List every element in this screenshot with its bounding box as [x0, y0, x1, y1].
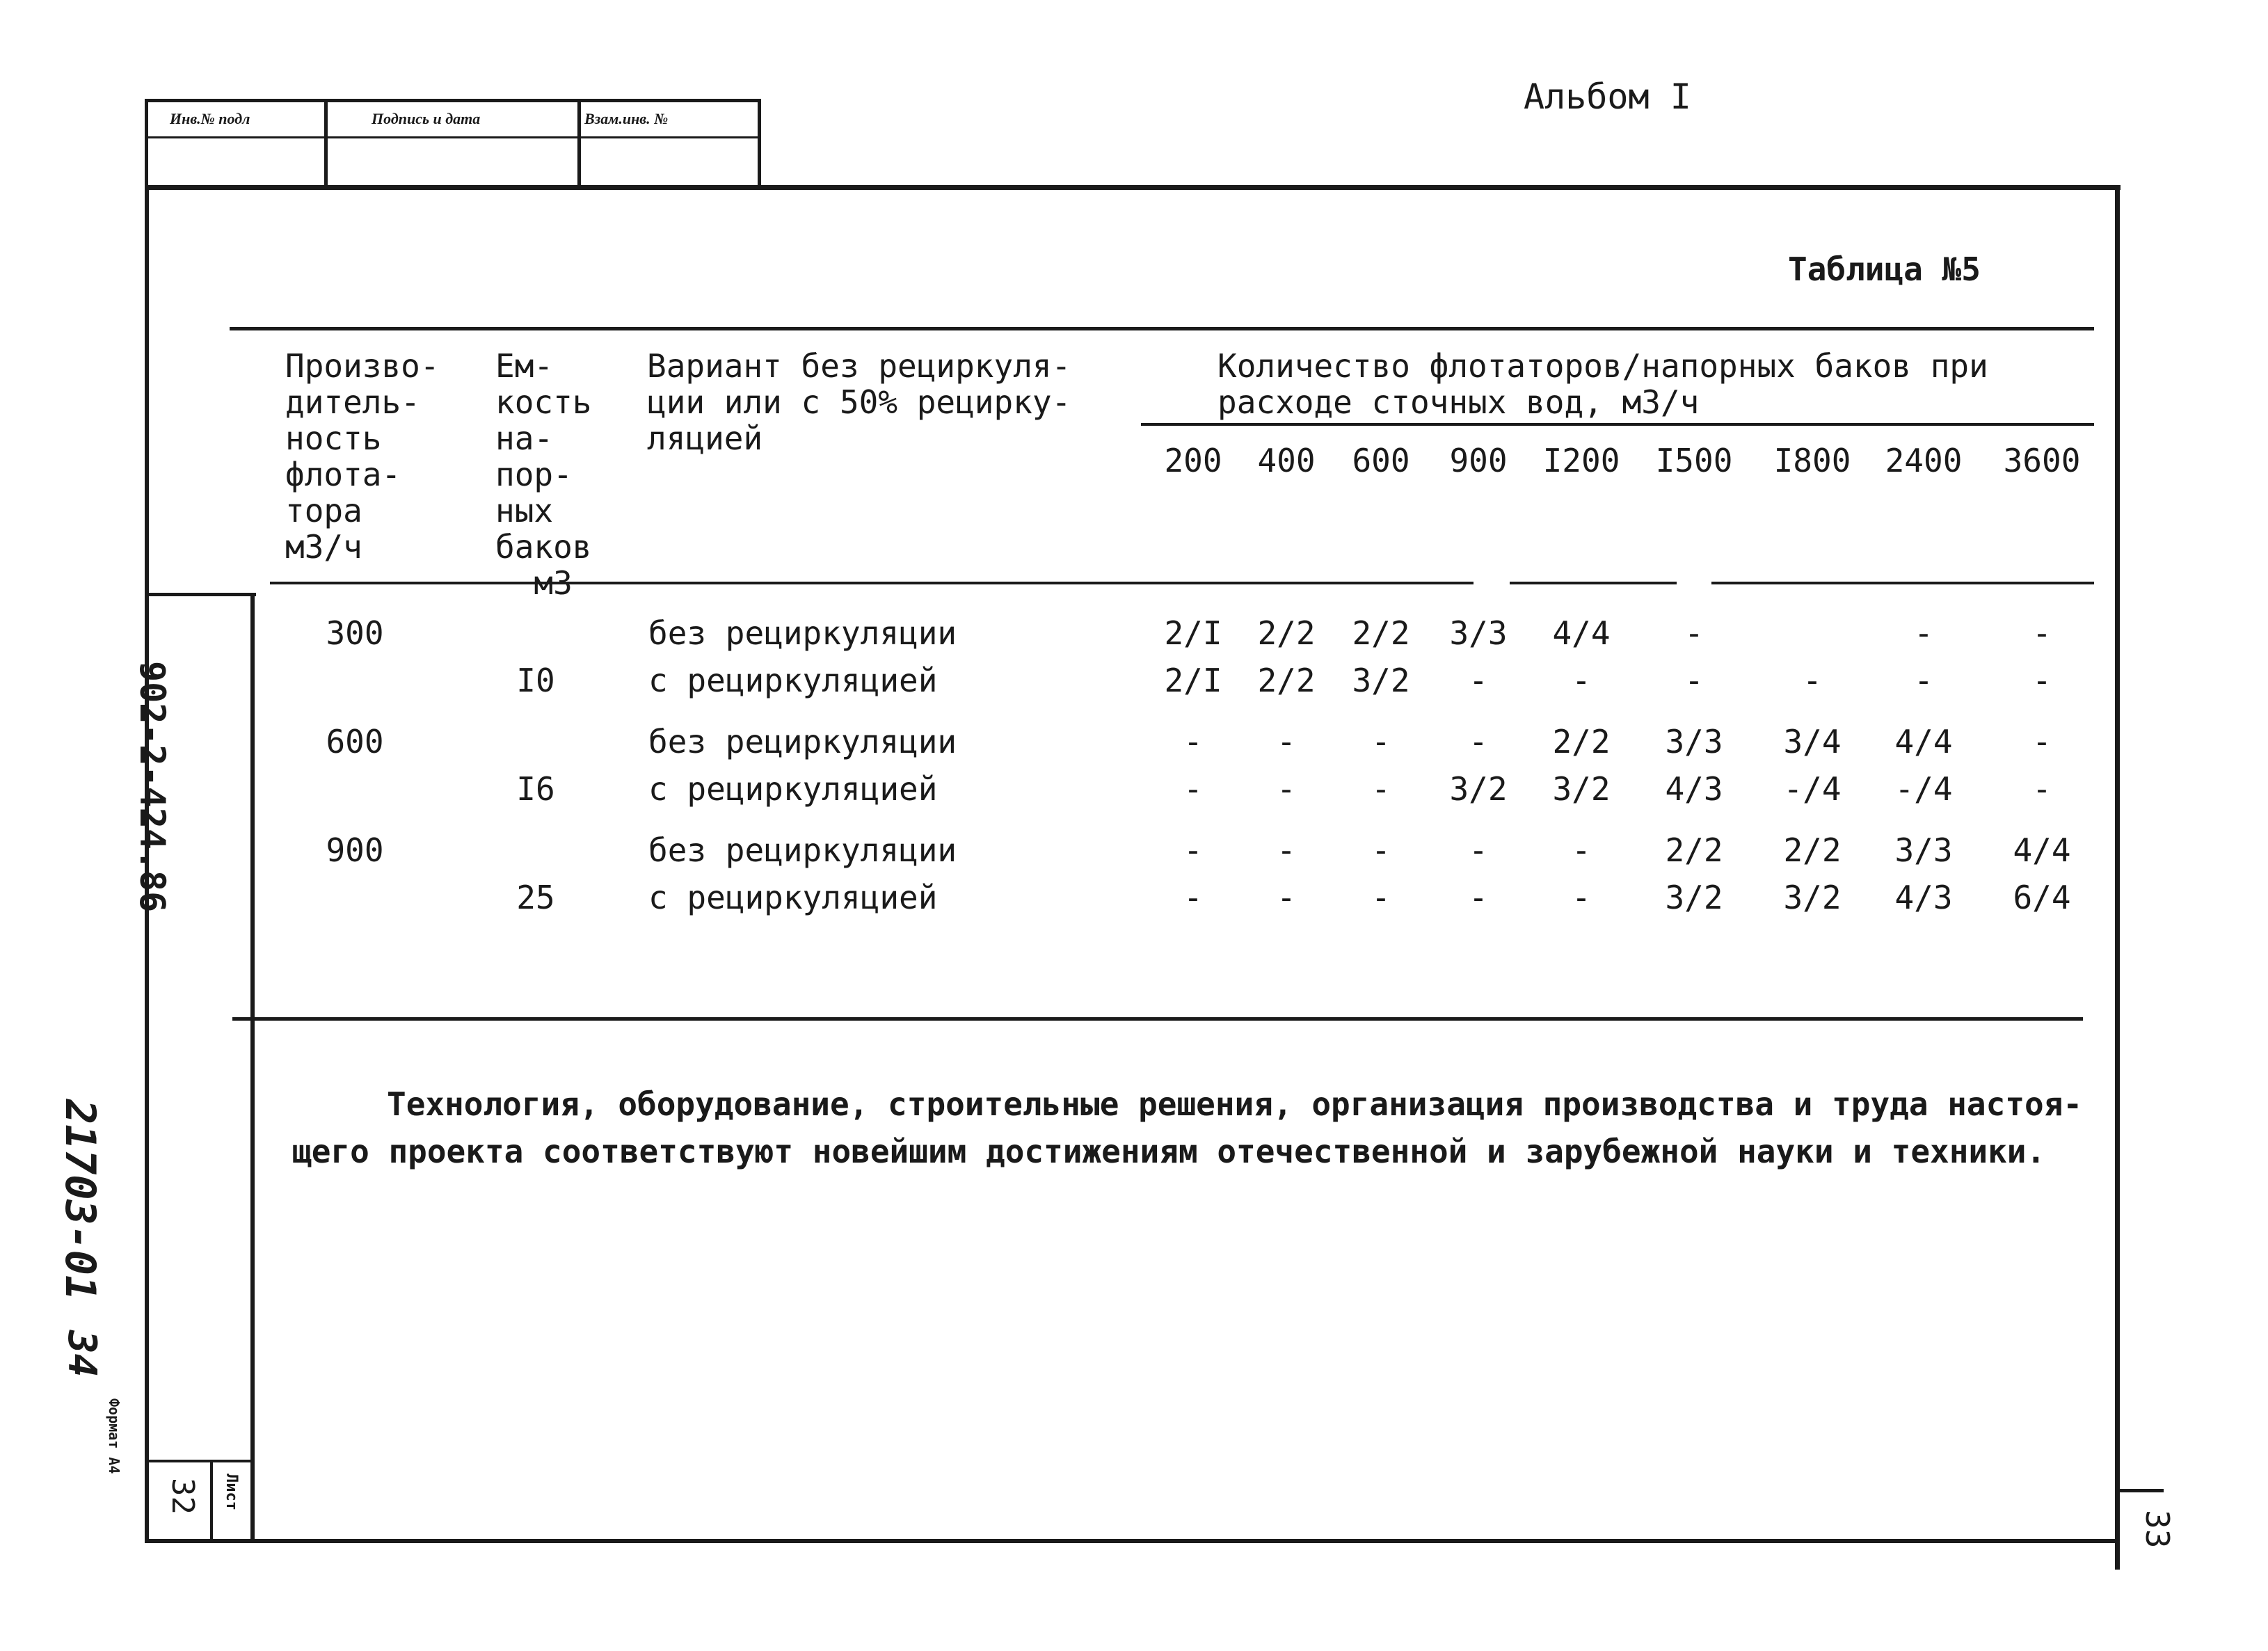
cell-value: - [1914, 662, 1933, 699]
col-header-variant: Вариант без рециркуля- ции или с 50% рецирку- ляцией [647, 347, 1071, 457]
cell-variant: без рециркуляции [648, 831, 957, 869]
cell-value: - [1371, 770, 1391, 808]
cell-value: 3/3 [1449, 614, 1508, 652]
cell-value: 2/2 [1257, 614, 1316, 652]
cell-value: - [1371, 831, 1391, 869]
cell-value: - [2032, 770, 2052, 808]
flow-header: 3600 [2003, 442, 2081, 479]
cell-variant: без рециркуляции [648, 614, 957, 652]
handwritten-sheet-note: 34 [59, 1330, 104, 1378]
cell-tank: I6 [516, 770, 555, 808]
cell-value: - [1469, 879, 1488, 916]
stamp-header-signature: Подпись и дата [372, 110, 481, 127]
cell-value: - [1803, 662, 1822, 699]
cell-value: - [1469, 662, 1488, 699]
cell-value: 2/2 [1783, 831, 1842, 869]
sheet-label: Лист [223, 1474, 240, 1510]
cell-value: - [2032, 662, 2052, 699]
cell-value: 4/4 [1894, 723, 1953, 760]
sheet-number-left: 32 [165, 1478, 200, 1515]
cell-variant: с рециркуляцией [648, 879, 938, 916]
cell-variant: без рециркуляции [648, 723, 957, 760]
cell-value: - [1914, 614, 1933, 652]
paragraph-line-1: Технология, оборудование, строительные решения, организация производства и труда настоя- [387, 1085, 2083, 1123]
flow-header: 600 [1352, 442, 1410, 479]
stamp-header-inv: Инв.№ подл [170, 110, 250, 127]
cell-value: 2/2 [1257, 662, 1316, 699]
col-header-flow-group: Количество флотаторов/напорных баков при расходе сточных вод, м3/ч [1217, 347, 1988, 421]
cell-value: 6/4 [2013, 879, 2071, 916]
cell-value: 3/2 [1552, 770, 1611, 808]
cell-tank: 25 [516, 879, 555, 916]
cell-value: - [1684, 614, 1704, 652]
format-label: Формат А4 [106, 1398, 122, 1474]
flow-header: 900 [1449, 442, 1508, 479]
cell-value: - [1277, 879, 1296, 916]
cell-value: 4/3 [1894, 879, 1953, 916]
cell-value: -/4 [1783, 770, 1842, 808]
cell-value: - [1469, 723, 1488, 760]
cell-capacity: 600 [326, 723, 384, 760]
flow-header: 2400 [1885, 442, 1963, 479]
cell-value: - [2032, 723, 2052, 760]
flow-header: I500 [1655, 442, 1733, 479]
cell-value: 3/3 [1665, 723, 1723, 760]
cell-value: 4/4 [1552, 614, 1611, 652]
cell-value: - [1183, 879, 1203, 916]
table-title: Таблица №5 [1788, 250, 1981, 288]
col-header-tank: Ем- кость на- пор- ных баков м3 [495, 347, 592, 602]
cell-value: 2/2 [1352, 614, 1410, 652]
cell-value: 3/4 [1783, 723, 1842, 760]
cell-tank: I0 [516, 662, 555, 699]
paragraph-line-2: щего проекта соответствуют новейшим достижениям отечественной и зарубежной науки и техники. [292, 1133, 2046, 1170]
cell-value: 3/3 [1894, 831, 1953, 869]
cell-value: - [1277, 723, 1296, 760]
cell-value: - [1183, 723, 1203, 760]
cell-value: 3/2 [1352, 662, 1410, 699]
cell-value: - [1469, 831, 1488, 869]
handwritten-number: 21703-01 [56, 1099, 104, 1300]
cell-value: - [2032, 614, 2052, 652]
doc-code: 902-2-424.86 [132, 661, 173, 913]
cell-value: - [1277, 770, 1296, 808]
cell-value: 4/3 [1665, 770, 1723, 808]
flow-header: 200 [1164, 442, 1222, 479]
cell-value: 2/2 [1552, 723, 1611, 760]
cell-value: 2/I [1164, 614, 1222, 652]
cell-variant: с рециркуляцией [648, 662, 938, 699]
page-number-right: 33 [2139, 1510, 2176, 1549]
cell-variant: с рециркуляцией [648, 770, 938, 808]
cell-value: - [1183, 770, 1203, 808]
album-label: Альбом I [1524, 77, 1691, 117]
cell-value: - [1183, 831, 1203, 869]
flow-header: 400 [1257, 442, 1316, 479]
cell-value: 3/2 [1783, 879, 1842, 916]
cell-capacity: 300 [326, 614, 384, 652]
cell-value: -/4 [1894, 770, 1953, 808]
cell-capacity: 900 [326, 831, 384, 869]
col-header-capacity: Произво- дитель- ность флота- тора м3/ч [285, 347, 440, 566]
flow-header: I200 [1542, 442, 1620, 479]
cell-value: - [1572, 831, 1591, 869]
cell-value: - [1684, 662, 1704, 699]
cell-value: - [1572, 879, 1591, 916]
cell-value: - [1371, 723, 1391, 760]
stamp-header-replace: Взам.инв. № [584, 110, 669, 127]
cell-value: - [1572, 662, 1591, 699]
cell-value: 4/4 [2013, 831, 2071, 869]
flow-header: I800 [1773, 442, 1851, 479]
cell-value: 2/2 [1665, 831, 1723, 869]
cell-value: - [1277, 831, 1296, 869]
cell-value: 3/2 [1449, 770, 1508, 808]
cell-value: - [1371, 879, 1391, 916]
cell-value: 3/2 [1665, 879, 1723, 916]
cell-value: 2/I [1164, 662, 1222, 699]
